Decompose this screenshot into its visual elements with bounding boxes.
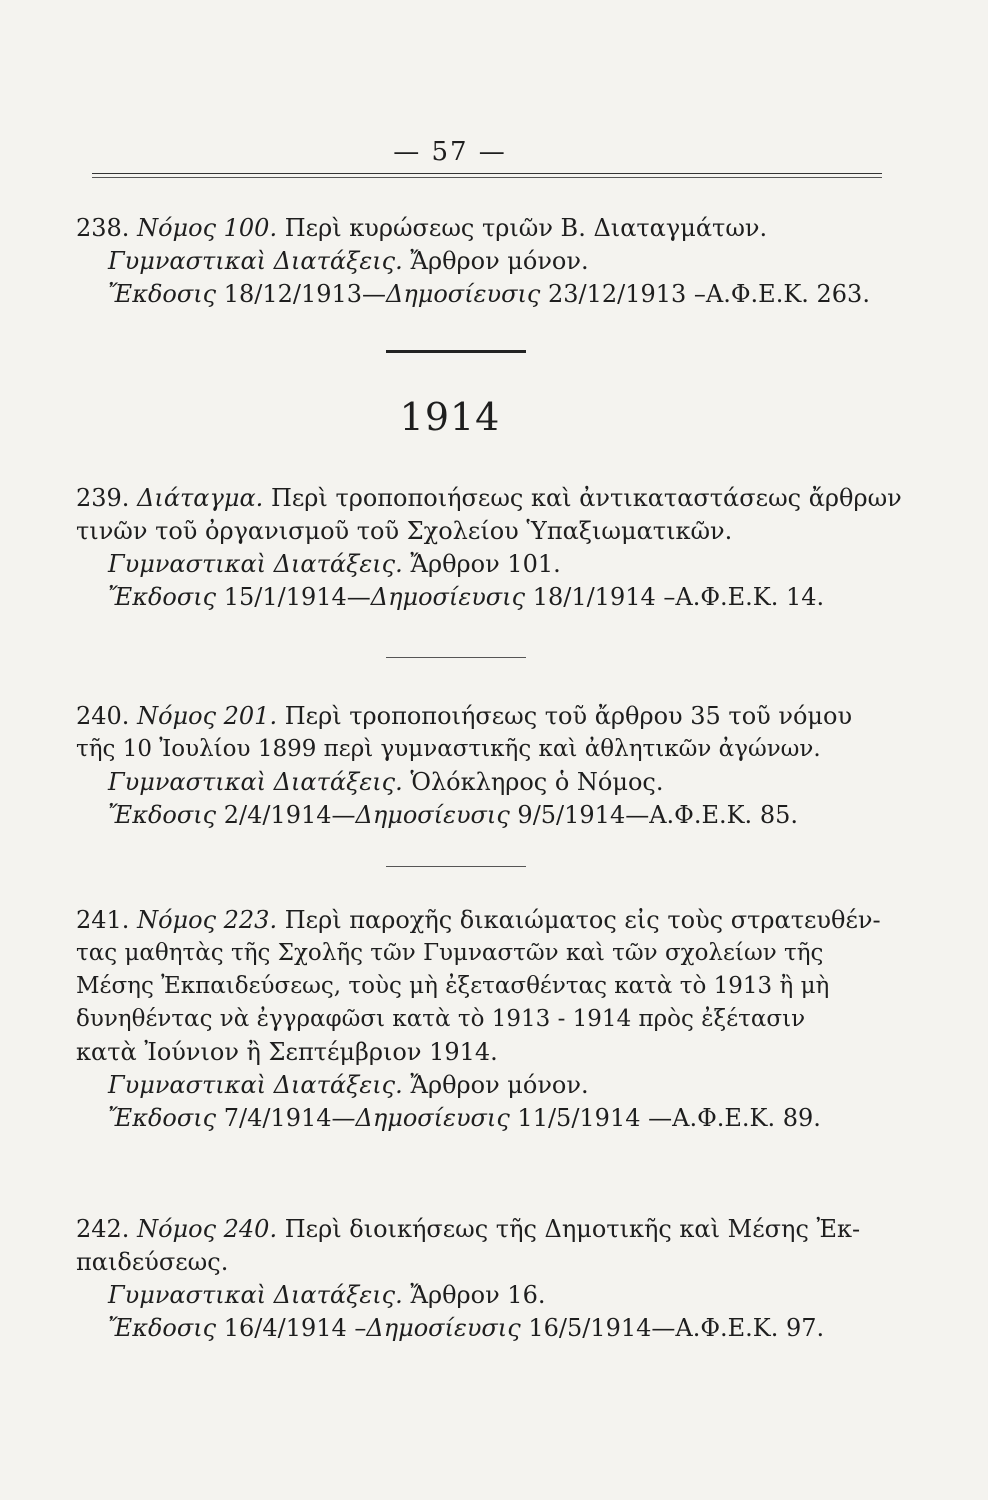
pub-label: Δημοσίευσις: [355, 801, 510, 829]
entry-type: Διάταγμα.: [137, 484, 264, 512]
entry-number: 240.: [76, 702, 130, 730]
entry-number: 239.: [76, 484, 130, 512]
entry-dept: Γυμναστικαὶ Διατάξεις.: [108, 1281, 403, 1309]
entry-dept-line: [76, 245, 888, 278]
header-rule-secondary: [92, 177, 882, 178]
entry-subject-continued: τας μαθητὰς τῆς Σχολῆς τῶν Γυμναστῶν καὶ τῶν σχολείων τῆς: [76, 940, 824, 966]
pub-date: 16/5/1914—Α.Φ.Ε.Κ. 97.: [528, 1314, 825, 1342]
entry-article: Ὁλόκληρος ὁ Νόμος.: [410, 768, 664, 796]
pub-label: Δημοσίευσις: [370, 583, 526, 611]
entry-number: 242.: [76, 1215, 130, 1243]
entry-subject: Περὶ παροχῆς δικαιώματος εἰς τοὺς στρατευθέν-: [284, 906, 881, 934]
entry-first-line: [76, 482, 902, 515]
entry-subject: Περὶ τροποποιήσεως τοῦ ἄρθρου 35 τοῦ νόμου: [284, 702, 853, 730]
entry-dept: Γυμναστικαὶ Διατάξεις.: [108, 550, 403, 578]
header-rule: [92, 173, 882, 174]
entry-dept: Γυμναστικαὶ Διατάξεις.: [108, 768, 403, 796]
entry-241: [76, 904, 888, 1135]
pub-date: 9/5/1914—Α.Φ.Ε.Κ. 85.: [517, 801, 798, 829]
entry-type: Νόμος 240.: [137, 1215, 278, 1243]
pub-date: 18/1/1914 –Α.Φ.Ε.Κ. 14.: [532, 583, 825, 611]
pub-date: 11/5/1914 —Α.Φ.Ε.Κ. 89.: [517, 1104, 821, 1132]
entry-subject-continued: παιδεύσεως.: [76, 1248, 229, 1276]
entry-subject-continued: δυνηθέντας νὰ ἐγγραφῶσι κατὰ τὸ 1913 - 1914 πρὸς ἐξέτασιν: [76, 1006, 806, 1032]
entry-242: [76, 1213, 888, 1345]
entry-240: [76, 700, 888, 832]
entry-article: Ἄρθρον 16.: [410, 1281, 546, 1309]
issue-label: Ἔκδοσις: [108, 801, 217, 829]
entry-type: Νόμος 201.: [137, 702, 278, 730]
entry-number: 241.: [76, 906, 130, 934]
issue-label: Ἔκδοσις: [108, 280, 217, 308]
entry-article: Ἄρθρον μόνον.: [410, 1071, 589, 1099]
entry-issue-line: [76, 1102, 888, 1135]
entry-first-line: [76, 1213, 888, 1246]
entry-article: Ἄρθρον μόνον.: [410, 247, 589, 275]
entry-issue-line: [76, 799, 888, 832]
entry-dept: Γυμναστικαὶ Διατάξεις.: [108, 247, 403, 275]
entry-article: Ἄρθρον 101.: [410, 550, 561, 578]
issue-label: Ἔκδοσις: [108, 1314, 217, 1342]
entry-number: 238.: [76, 214, 130, 242]
issue-date: 7/4/1914—: [223, 1104, 356, 1132]
entry-separator: [386, 866, 526, 867]
entry-issue-line: [76, 278, 888, 311]
entry-dept-line: [76, 766, 888, 799]
entry-issue-line: [76, 581, 888, 614]
entry-subject-continued: κατὰ Ἰούνιον ἢ Σεπτέμβριον 1914.: [76, 1038, 498, 1066]
entry-first-line: [76, 700, 888, 733]
year-separator: [386, 350, 526, 353]
entry-dept: Γυμναστικαὶ Διατάξεις.: [108, 1071, 403, 1099]
entry-dept-line: [76, 548, 888, 581]
issue-date: 18/12/1913—: [223, 280, 387, 308]
year-heading: 1914: [399, 395, 501, 439]
issue-date: 2/4/1914—: [223, 801, 356, 829]
entry-dept-line: [76, 1279, 888, 1312]
entry-subject-continued: Μέσης Ἐκπαιδεύσεως, τοὺς μὴ ἐξετασθέντας κατὰ τὸ 1913 ἢ μὴ: [76, 973, 830, 999]
entry-dept-line: [76, 1069, 888, 1102]
issue-date: 16/4/1914 –: [223, 1314, 367, 1342]
pub-date: 23/12/1913 –Α.Φ.Ε.Κ. 263.: [547, 280, 870, 308]
issue-label: Ἔκδοσις: [108, 1104, 217, 1132]
entry-238: [76, 212, 888, 311]
issue-date: 15/1/1914—: [223, 583, 371, 611]
entry-subject-continued: τῆς 10 Ἰουλίου 1899 περὶ γυμναστικῆς καὶ ἀθλητικῶν ἀγώνων.: [76, 736, 821, 762]
issue-label: Ἔκδοσις: [108, 583, 217, 611]
pub-label: Δημοσίευσις: [386, 280, 541, 308]
pub-label: Δημοσίευσις: [355, 1104, 510, 1132]
entry-subject: Περὶ κυρώσεως τριῶν Β. Διαταγμάτων.: [284, 214, 768, 242]
entry-type: Νόμος 223.: [137, 906, 278, 934]
entry-first-line: [76, 904, 888, 937]
entry-first-line: [76, 212, 888, 245]
pub-label: Δημοσίευσις: [366, 1314, 521, 1342]
page-number: — 57 —: [393, 137, 507, 167]
entry-subject: Περὶ τροποποιήσεως καὶ ἀντικαταστάσεως ἄρθρων: [270, 484, 902, 512]
entry-type: Νόμος 100.: [137, 214, 278, 242]
entry-separator: [386, 657, 526, 658]
entry-239: [76, 482, 902, 614]
entry-subject: Περὶ διοικήσεως τῆς Δημοτικῆς καὶ Μέσης Ἐκ-: [284, 1215, 861, 1243]
entry-subject-continued: τινῶν τοῦ ὀργανισμοῦ τοῦ Σχολείου Ὑπαξιωματικῶν.: [76, 517, 733, 545]
entry-issue-line: [76, 1312, 888, 1345]
